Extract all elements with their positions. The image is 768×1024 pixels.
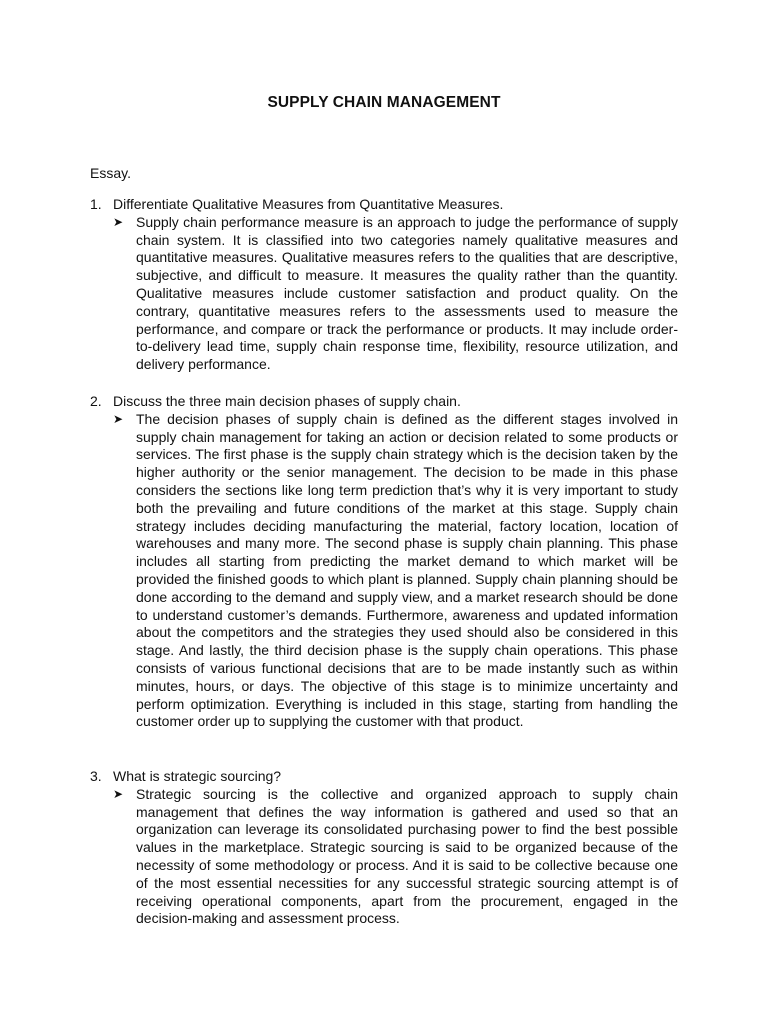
question-item [90, 393, 678, 731]
question-number: 1. [90, 196, 102, 212]
answer-block [113, 411, 678, 731]
answer-text: The decision phases of supply chain is defined as the different stages involved in supply chain management for taking an action or decision related to some products or services. The first phase is the supply chain strategy which is the decision taken by the higher authority or the senior management. The decision to be made in this phase considers the sections like long term prediction that’s why it is very important to study both the prevailing and future conditions of the market at this stage. Supply chain strategy includes deciding manufacturing the material, factory location, location of warehouses and many more. The second phase is supply chain planning. This phase includes all starting from predicting the market demand to which market will be provided the finished goods to which plant is planned. Supply chain planning should be done according to the demand and supply view, and a market research should be done to understand customer’s demands. Furthermore, awareness and updated information about the competitors and the strategies they used should also be considered in this stage. And lastly, the third decision phase is the supply chain operations. This phase consists of various functional decisions that are to be made instantly such as within minutes, hours, or days. The objective of this stage is to minimize uncertainty and perform optimization. Everything is included in this stage, starting from handling the customer order up to supplying the customer with that product. [136, 410, 678, 730]
arrow-bullet-icon: ➤ [113, 214, 124, 229]
question-heading [90, 768, 678, 786]
document-title: SUPPLY CHAIN MANAGEMENT [267, 94, 501, 111]
question-text: Discuss the three main decision phases of supply chain. [113, 393, 461, 409]
section-label: Essay. [90, 165, 131, 181]
question-number: 2. [90, 393, 102, 409]
question-item [90, 196, 678, 374]
question-text: What is strategic sourcing? [113, 768, 282, 784]
arrow-bullet-icon: ➤ [113, 411, 124, 426]
answer-block [113, 214, 678, 374]
answer-text: Strategic sourcing is the collective and organized approach to supply chain management that defines the way information is gathered and used so that an organization can leverage its consolidated purchasing power to find the best possible values in the marketplace. Strategic sourcing is said to be organized because of the necessity of some methodology or process. And it is said to be collective because one of the most essential necessities for any successful strategic sourcing attempt is of receiving operational components, apart from the procurement, engaged in the decision-making and assessment process. [136, 785, 678, 927]
question-text: Differentiate Qualitative Measures from Quantitative Measures. [113, 196, 504, 212]
question-heading [90, 393, 678, 411]
question-number: 3. [90, 768, 102, 784]
answer-text: Supply chain performance measure is an approach to judge the performance of supply chain system. It is classified into two categories namely qualitative measures and quantitative measures. Qualitative measures refers to the qualities that are descriptive, subjective, and difficult to measure. It measures the quality rather than the quantity. Qualitative measures include customer satisfaction and product quality. On the contrary, quantitative measures refers to the assessments used to measure the performance, and compare or track the performance or products. It may include order-to-delivery lead time, supply chain response time, flexibility, resource utilization, and delivery performance. [136, 213, 678, 373]
question-heading [90, 196, 678, 214]
answer-block [113, 786, 678, 928]
arrow-bullet-icon: ➤ [113, 786, 124, 801]
question-item [90, 768, 678, 928]
